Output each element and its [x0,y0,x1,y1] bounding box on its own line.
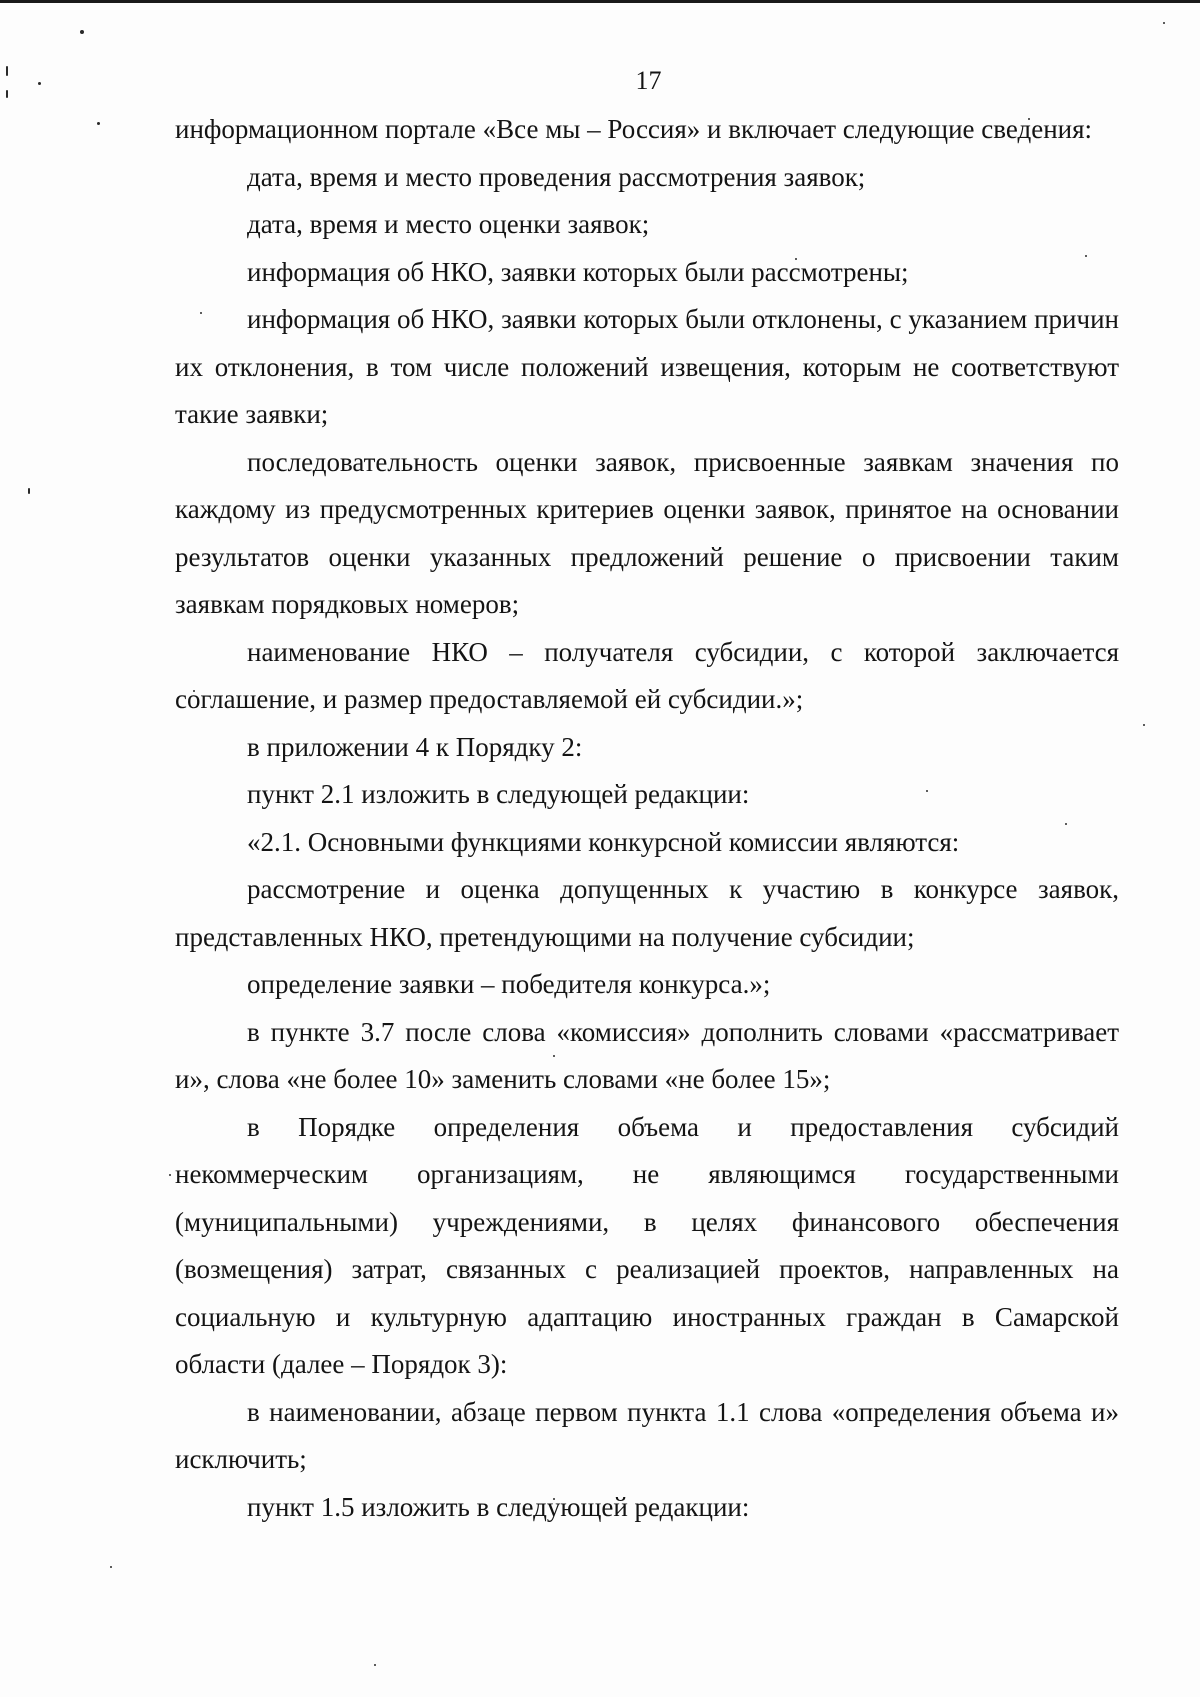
paragraph: в наименовании, абзаце первом пункта 1.1 слова «определения объема и» исключить; [175,1396,1119,1474]
paragraph: наименование НКО – получателя субсидии, с которой заключается соглашение, и размер предоставляемой ей субсидии.»; [175,636,1119,714]
paragraph: в приложении 4 к Порядку 2: [247,731,583,762]
paragraph: пункт 1.5 изложить в следующей редакции: [247,1491,750,1522]
paragraph: дата, время и место проведения рассмотрения заявок; [247,161,866,192]
scan-speck [1163,22,1165,24]
paragraph: информация об НКО, заявки которых были рассмотрены; [247,256,909,287]
page-number: 17 [635,66,662,95]
paragraph: последовательность оценки заявок, присвоенные заявкам значения по каждому из предусмотренных критериев оценки заявок, принятое на основании результатов оценки указанных предложений решение о присвоении таким заявкам порядковых номеров; [175,446,1119,619]
scan-speck [28,488,30,494]
paragraph: информация об НКО, заявки которых были отклонены, с указанием причин их отклонения, в том числе положений извещения, которым не соответствуют такие заявки; [175,304,1119,429]
paragraph: рассмотрение и оценка допущенных к участию в конкурсе заявок, представленных НКО, претендующими на получение субсидии; [175,874,1119,952]
paragraph: в Порядке определения объема и предоставления субсидий некоммерческим организациям, не являющимся государственными (муниципальными) учреждениями, в целях финансового обеспечения (возмещения) затрат, связанных с реализацией проектов, направленных на социальную и культурную адаптацию иностранных граждан в Самарской области (далее – Порядок 3): [175,1111,1119,1379]
scan-speck [374,1664,376,1666]
scan-top-edge [0,0,1200,3]
paragraph: в пункте 3.7 после слова «комиссия» дополнить словами «рассматривает и», слова «не более 10» заменить словами «не более 15»; [175,1016,1119,1094]
paragraph: пункт 2.1 изложить в следующей редакции: [247,779,750,809]
paragraph: информационном портале «Все мы – Россия» и включает следующие сведения: [175,114,1093,144]
scan-speck [169,1174,171,1176]
document-body [175,106,1119,1531]
paragraph: дата, время и место оценки заявок; [247,209,650,239]
paragraph: определение заявки – победителя конкурса.»; [247,969,771,999]
scan-speck [1143,724,1145,726]
scan-speck [110,1566,112,1568]
paragraph: «2.1. Основными функциями конкурсной комиссии являются: [247,826,960,857]
scan-speck [80,30,84,34]
scan-speck [97,122,100,125]
